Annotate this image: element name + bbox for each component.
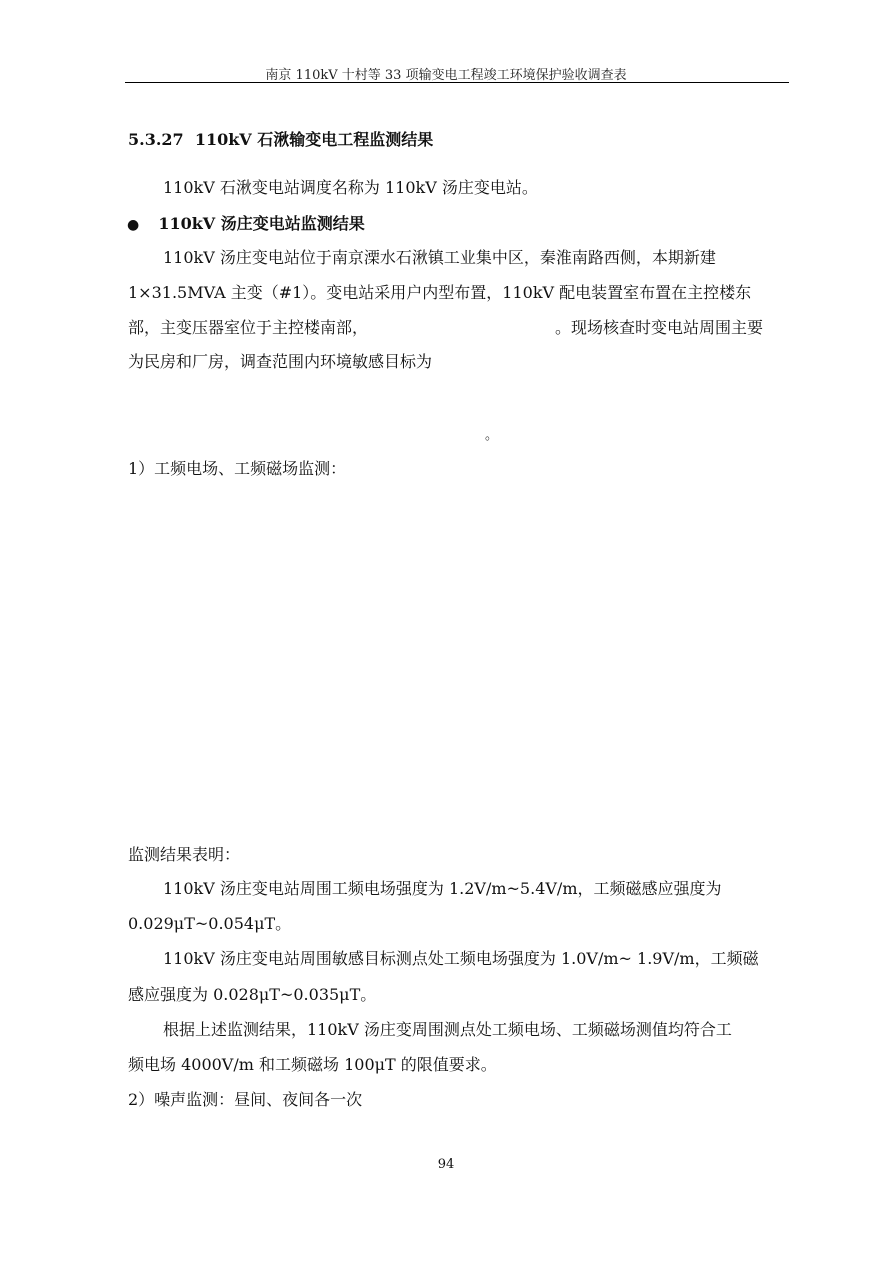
results-p3-line-1: 根据上述监测结果，110kV 汤庄变周围测点处工频电场、工频磁场测值均符合工 bbox=[163, 1020, 732, 1039]
results-p2-line-2: 感应强度为 0.028μT~0.035μT。 bbox=[128, 985, 377, 1004]
description-line-4: 为民房和厂房，调查范围内环境敏感目标为 bbox=[128, 352, 433, 371]
bullet-item bbox=[127, 211, 365, 234]
description-line-1: 110kV 汤庄变电站位于南京溧水石湫镇工业集中区，秦淮南路西侧，本期新建 bbox=[163, 248, 716, 267]
bullet-icon: ● bbox=[127, 217, 140, 233]
section-number: 5.3.27 bbox=[128, 130, 184, 149]
intro-paragraph: 110kV 石湫变电站调度名称为 110kV 汤庄变电站。 bbox=[163, 178, 538, 197]
results-label: 监测结果表明： bbox=[128, 845, 241, 864]
description-line-3b: 。现场核查时变电站周围主要 bbox=[555, 318, 764, 337]
results-p1-line-2: 0.029μT~0.054μT。 bbox=[128, 914, 292, 933]
results-p3-line-2: 频电场 4000V/m 和工频磁场 100μT 的限值要求。 bbox=[128, 1055, 497, 1074]
header-rule bbox=[125, 82, 789, 83]
description-line-3a: 部，主变压器室位于主控楼南部， bbox=[128, 318, 369, 337]
results-p1-line-1: 110kV 汤庄变电站周围工频电场强度为 1.2V/m~5.4V/m，工频磁感应强度为 bbox=[163, 879, 722, 898]
section-title: 110kV 石湫输变电工程监测结果 bbox=[194, 130, 434, 149]
page-header: 南京 110kV 十村等 33 项输变电工程竣工环境保护验收调查表 bbox=[265, 68, 627, 83]
subsection-1-heading: 1）工频电场、工频磁场监测： bbox=[128, 459, 347, 478]
page-number: 94 bbox=[437, 1157, 455, 1172]
subsection-2-heading: 2）噪声监测：昼间、夜间各一次 bbox=[128, 1090, 363, 1109]
description-line-2: 1×31.5MVA 主变（#1）。变电站采用户内型布置，110kV 配电装置室布置在主控楼东 bbox=[128, 283, 752, 302]
results-p2-line-1: 110kV 汤庄变电站周围敏感目标测点处工频电场强度为 1.0V/m~ 1.9V/m，工频磁 bbox=[163, 949, 759, 968]
bullet-title: 110kV 汤庄变电站监测结果 bbox=[158, 214, 365, 233]
description-line-5: 。 bbox=[485, 428, 499, 443]
section-heading bbox=[128, 127, 433, 150]
